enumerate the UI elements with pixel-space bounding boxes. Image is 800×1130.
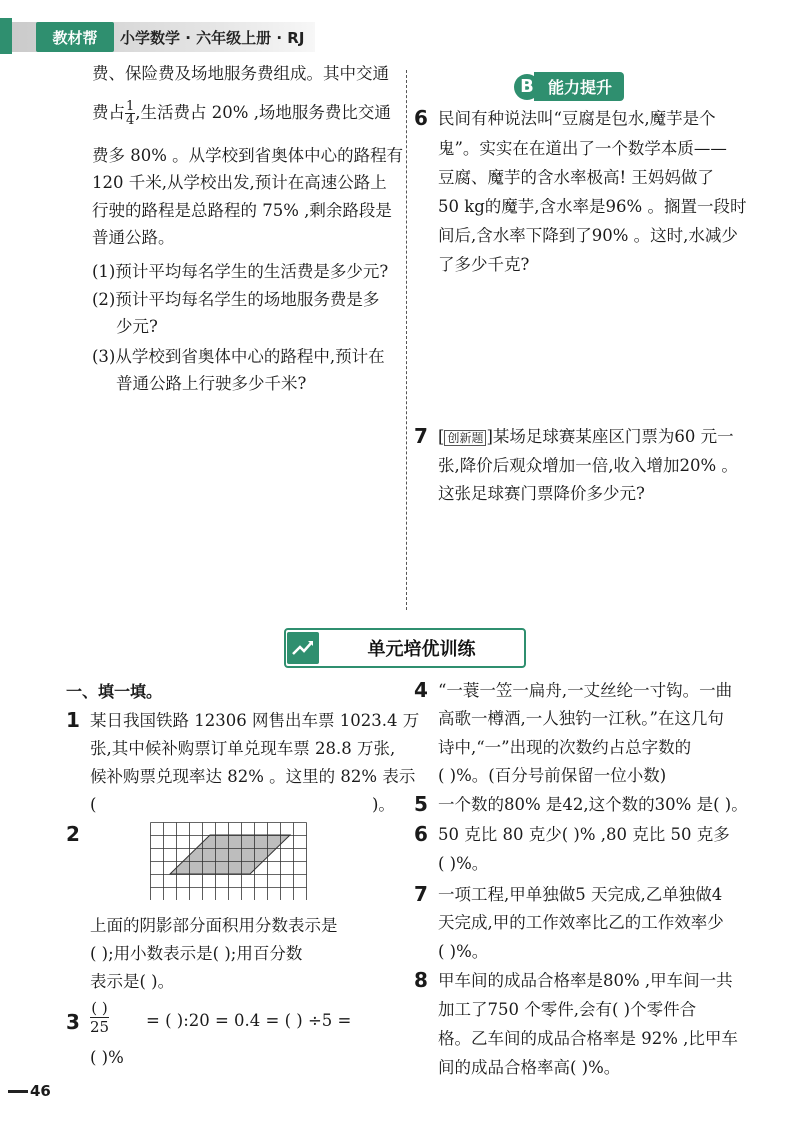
header-badge: 教材帮	[36, 22, 114, 52]
text-line	[92, 100, 391, 127]
text-line: ( )%	[90, 1048, 124, 1067]
innovation-tag: 创新题	[444, 430, 486, 446]
text-line: 表示是( )。	[90, 972, 175, 991]
text-line: 鬼”。实实在在道出了一个数学本质——	[438, 139, 727, 158]
fraction-numerator: ( )	[91, 999, 108, 1017]
text-line: 某日我国铁路 12306 网售出车票 1023.4 万	[90, 711, 420, 730]
grid-lines	[151, 823, 307, 901]
question-number: 7	[414, 882, 428, 906]
text: 某场足球赛某座区门票为60 元一	[492, 427, 734, 446]
question-number: 4	[414, 678, 428, 702]
subquestion-3: (3)从学校到省奥体中心的路程中,预计在	[92, 347, 385, 366]
text-line: 这张足球赛门票降价多少元?	[438, 484, 645, 503]
text-line: 行驶的路程是总路程的 75% ,剩余路段是	[92, 201, 392, 220]
question-number: 1	[66, 708, 80, 732]
text-line: ( );用小数表示是( );用百分数	[90, 944, 303, 963]
text-line: ( )%。	[438, 854, 489, 873]
chart-trend-icon	[287, 632, 319, 664]
text-line: = ( ):20 = 0.4 = ( ) ÷5 =	[146, 1011, 352, 1030]
question-number: 7	[414, 424, 428, 448]
fraction-denominator: 4	[126, 113, 135, 128]
subquestion-3-cont: 普通公路上行驶多少千米?	[116, 374, 307, 393]
subquestion-2: (2)预计平均每名学生的场地服务费是多	[92, 290, 380, 309]
fraction	[90, 999, 109, 1036]
section-letter: B	[514, 74, 540, 100]
text-line: 普通公路。	[92, 228, 175, 247]
fraction-numerator: 1	[126, 99, 135, 114]
text-line: ( )%。	[438, 942, 489, 961]
text: 费占	[92, 103, 125, 122]
header-side-stripe	[0, 18, 12, 54]
page-number-text: 46	[30, 1082, 51, 1100]
question-number: 6	[414, 822, 428, 846]
question-number: 2	[66, 822, 80, 846]
shaded-parallelogram	[170, 835, 290, 874]
text-line: “一蓑一笠一扁舟,一丈丝纶一寸钩。一曲	[438, 681, 733, 700]
text-line: 了多少千克?	[438, 255, 530, 274]
text-line: 加工了750 个零件,会有( )个零件合	[438, 1000, 697, 1019]
text-line: 民间有种说法叫“豆腐是包水,魔芋是个	[438, 109, 716, 128]
text-line: 间后,含水率下降到了90% 。这时,水减少	[438, 226, 738, 245]
text-line: 豆腐、魔芋的含水率极高! 王妈妈做了	[438, 168, 714, 187]
subquestion-1: (1)预计平均每名学生的生活费是多少元?	[92, 262, 389, 281]
shaded-grid-figure	[150, 822, 390, 900]
column-divider	[406, 70, 407, 610]
text-line: 一个数的80% 是42,这个数的30% 是( )。	[438, 795, 748, 814]
page-number	[8, 1082, 51, 1100]
fraction	[125, 100, 135, 127]
text-line: 50 克比 80 克少( )% ,80 克比 50 克多	[438, 825, 730, 844]
text-line: 天完成,甲的工作效率比乙的工作效率少	[438, 913, 724, 932]
question-number: 8	[414, 968, 428, 992]
text-line: 120 千米,从学校出发,预计在高速公路上	[92, 173, 387, 192]
text-line: 上面的阴影部分面积用分数表示是	[90, 916, 338, 935]
section-label: 能力提升	[534, 72, 624, 101]
page-mark-icon	[8, 1090, 28, 1093]
text-line: 甲车间的成品合格率是80% ,甲车间一共	[438, 971, 733, 990]
question-number: 3	[66, 1010, 80, 1034]
question-number: 5	[414, 792, 428, 816]
text-line: 一项工程,甲单独做5 天完成,乙单独做4	[438, 885, 723, 904]
section-title: 一、填一填。	[66, 682, 163, 701]
header-title: 小学数学 · 六年级上册 · RJ	[120, 29, 305, 47]
banner-title: 单元培优训练	[367, 639, 476, 660]
question-number: 6	[414, 106, 428, 130]
text-line: 诗中,“一”出现的次数约占总字数的	[438, 738, 692, 757]
text-line: 费、保险费及场地服务费组成。其中交通	[92, 64, 389, 83]
text-line: ( )%。(百分号前保留一位小数)	[438, 766, 667, 785]
text-line: 候补购票兑现率达 82% 。这里的 82% 表示	[90, 767, 416, 786]
text-line: 格。乙车间的成品合格率是 92% ,比甲车	[438, 1029, 738, 1048]
text-line: 张,其中候补购票订单兑现车票 28.8 万张,	[90, 739, 396, 758]
text-line: 高歌一樽酒,一人独钓一江秋。”在这几句	[438, 709, 724, 728]
text-line: 张,降价后观众增加一倍,收入增加20% 。	[438, 456, 738, 475]
text: ,生活费占 20% ,场地服务费比交通	[135, 103, 391, 122]
fraction-denominator: 25	[90, 1018, 110, 1036]
subquestion-2-cont: 少元?	[116, 317, 158, 336]
blank-open: (	[90, 795, 97, 814]
text-line: [ 创新题 ]某场足球赛某座区门票为60 元一	[438, 427, 734, 446]
text-line: 费多 80% 。从学校到省奥体中心的路程有	[92, 146, 404, 165]
section-b-heading	[514, 72, 624, 101]
unit-training-banner	[284, 628, 526, 668]
blank-close: )。	[372, 795, 395, 814]
text-line: 间的成品合格率高( )%。	[438, 1058, 621, 1077]
text-line: 50 kg的魔芋,含水率是96% 。搁置一段时	[438, 197, 747, 216]
